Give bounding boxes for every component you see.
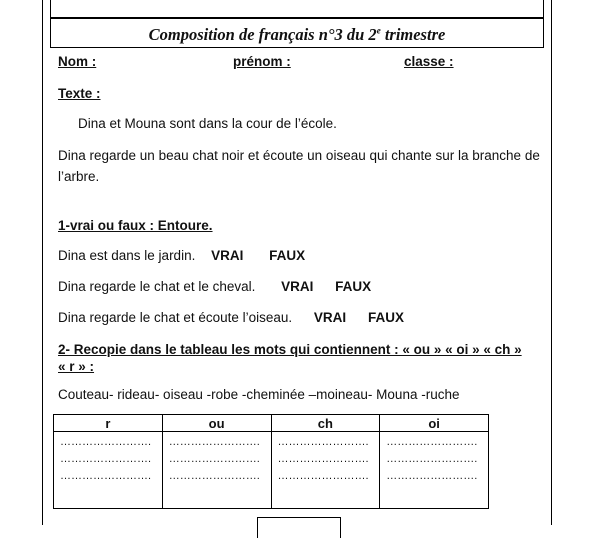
answer-cell-ou[interactable] [162,432,271,509]
dotted-line: ……………………. [277,470,369,482]
dotted-line: ……………………. [168,453,260,465]
header-divider [51,17,543,19]
dotted-line: ……………………. [277,453,369,465]
dotted-line: ……………………. [386,453,478,465]
answer-cell-ch[interactable] [271,432,380,509]
date-label [376,0,447,1]
table-header: ou [162,415,271,432]
vf-item-3 [58,309,404,327]
exercise2-word-list: Couteau- rideau- oiseau -robe -cheminée –moineau- Mouna -ruche [58,387,460,402]
texte-paragraph-2: Dina regarde un beau chat noir et écoute un oiseau qui chante sur la branche de l’arbre. [58,148,540,184]
page-border-left [42,0,43,525]
classe-field[interactable]: classe : [404,54,454,69]
vf-item-1 [58,247,305,265]
answer-cell-r[interactable] [54,432,163,509]
vf-sentence: Dina regarde le chat et le cheval. [58,279,256,294]
bottom-box [257,517,341,538]
exercise1-title: 1-vrai ou faux : Entoure. [58,218,213,233]
faux-option[interactable]: FAUX [335,279,372,294]
faux-option[interactable]: FAUX [367,310,404,325]
header-box [50,0,544,48]
table-header: r [54,415,163,432]
niveau-label [129,0,219,1]
vf-sentence: Dina est dans le jardin. [58,248,196,263]
texte-heading: Texte : [58,86,101,101]
dotted-line: ……………………. [386,436,478,448]
dotted-line: ……………………. [386,470,478,482]
vrai-option[interactable]: VRAI [313,310,347,325]
dotted-line: ……………………. [60,436,152,448]
table-header: oi [380,415,489,432]
faux-option[interactable]: FAUX [269,248,306,263]
table-header: ch [271,415,380,432]
dotted-line: ……………………. [60,453,152,465]
dotted-line: ……………………. [168,436,260,448]
vrai-option[interactable]: VRAI [281,279,314,294]
table-header-row [54,415,489,432]
student-fields [58,54,538,72]
dotted-line: ……………………. [168,470,260,482]
dotted-line: ……………………. [277,436,369,448]
words-table [53,414,489,509]
exercise2-title-line1: 2- Recopie dans le tableau les mots qui contiennent : « ou » « oi » « ch » [58,342,522,357]
nom-field[interactable]: Nom : [58,54,97,69]
dotted-line: ……………………. [60,470,152,482]
prenom-field[interactable]: prénom : [233,54,291,69]
vf-item-2 [58,278,371,296]
table-row [54,432,489,509]
vrai-option[interactable]: VRAI [211,248,244,263]
page-border-right [551,0,552,525]
vf-sentence: Dina regarde le chat et écoute l’oiseau. [58,310,293,325]
exercise2-title-line2: « r » : [58,359,95,374]
texte-paragraph-1: Dina et Mouna sont dans la cour de l’école. [78,116,337,131]
composition-title: Composition de français n°3 du 2e trimestre [148,25,446,44]
answer-cell-oi[interactable] [380,432,489,509]
